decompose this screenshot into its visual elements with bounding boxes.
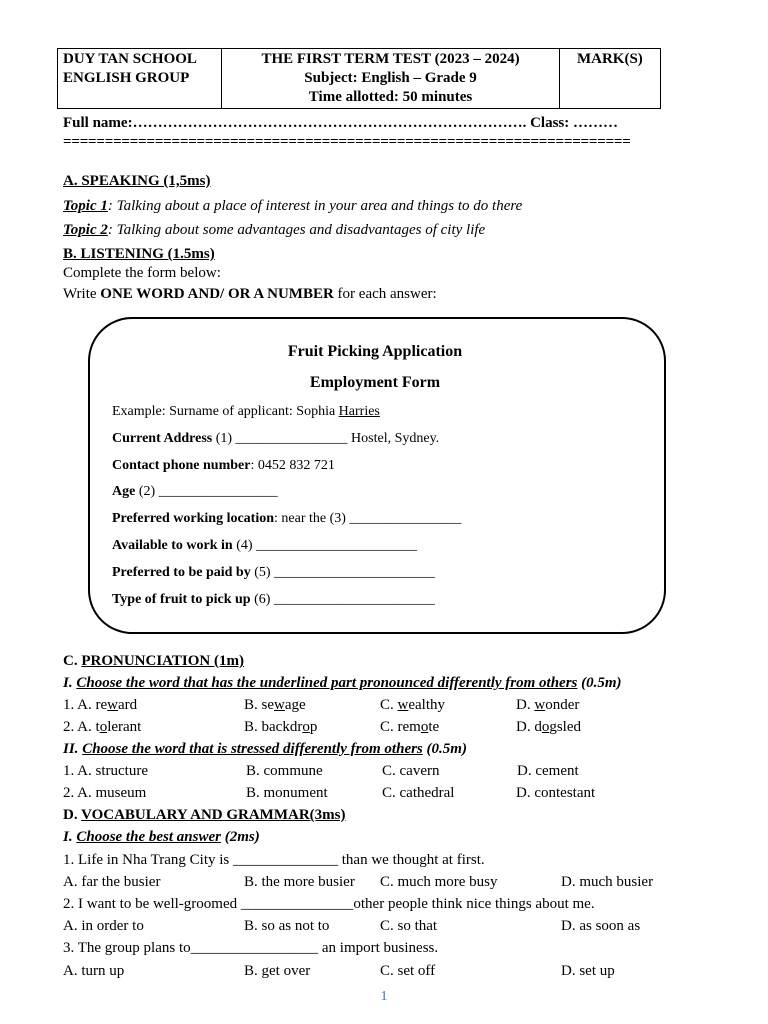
pron-q2-b: B. backdrop — [244, 719, 318, 735]
form-blank: (4) _______________________ — [232, 538, 418, 553]
heading-text: VOCABULARY AND GRAMMAR(3ms) — [81, 807, 346, 823]
listening-instruction-1: Complete the form below: — [63, 265, 221, 281]
option-d: D. cement — [517, 763, 579, 779]
pron-q1-d: D. wonder — [516, 697, 580, 713]
option-c: C. cavern — [382, 763, 440, 779]
instr-bold: ONE WORD AND/ OR A NUMBER — [100, 286, 334, 302]
vocab-q3-stem: 3. The group plans to_________________ an import business. — [63, 940, 439, 956]
part-number: II. — [63, 741, 83, 757]
part-number: I. — [63, 675, 77, 691]
school-name: DUY TAN SCHOOL — [63, 51, 197, 67]
part-instruction: Choose the best answer — [76, 829, 221, 845]
option-c: C. much more busy — [380, 874, 498, 890]
form-blank: : near the (3) ________________ — [274, 511, 462, 526]
form-blank: (5) _______________________ — [250, 565, 436, 580]
option-c: C. cathedral — [382, 785, 455, 801]
option-b: B. commune — [246, 763, 323, 779]
form-line-1 — [112, 431, 439, 447]
pronunciation-part-2 — [63, 741, 467, 758]
test-info-cell — [222, 49, 560, 109]
option-c: C. set off — [380, 963, 436, 979]
form-title-1: Fruit Picking Application — [287, 343, 463, 360]
form-blank: (2) _________________ — [135, 484, 278, 499]
heading-text: PRONUNCIATION (1m) — [81, 653, 244, 669]
option-d: D. much busier — [561, 874, 654, 890]
form-line-5 — [112, 538, 417, 554]
example-text: Example: Surname of applicant: Sophia — [112, 404, 339, 419]
form-line-2 — [112, 458, 335, 474]
part-mark: (0.5m) — [422, 741, 467, 757]
option-a: 1. A. structure — [63, 763, 148, 779]
vocab-part-1 — [63, 829, 260, 846]
form-label: Preferred working location — [112, 511, 275, 526]
example-answer: Harries — [338, 404, 380, 419]
pron-q1-a: 1. A. reward — [63, 697, 138, 713]
vocab-heading — [63, 807, 346, 824]
topic-1-text: : Talking about a place of interest in your area and things to do there — [107, 198, 523, 214]
form-value: : 0452 832 721 — [250, 458, 335, 473]
option-a: A. turn up — [63, 963, 125, 979]
test-title: THE FIRST TERM TEST (2023 – 2024) — [261, 51, 520, 67]
form-label: Age — [112, 484, 136, 499]
form-line-7 — [112, 592, 435, 608]
option-d: D. set up — [561, 963, 615, 979]
group-name: ENGLISH GROUP — [63, 70, 190, 86]
option-a: A. in order to — [63, 918, 144, 934]
pron-q2-d: D. dogsled — [516, 719, 582, 735]
option-d: D. as soon as — [561, 918, 641, 934]
option-a: A. far the busier — [63, 874, 161, 890]
pron-q1-c: C. wealthy — [380, 697, 446, 713]
page-number: 1 — [380, 989, 388, 1004]
form-blank: (6) _______________________ — [250, 592, 435, 607]
part-mark: (2ms) — [220, 829, 260, 845]
option-b: B. the more busier — [244, 874, 355, 890]
form-box — [88, 317, 666, 634]
part-mark: (0.5m) — [577, 675, 622, 691]
heading-prefix: D. — [63, 807, 82, 823]
topic-2 — [63, 222, 485, 239]
header-table — [57, 48, 661, 109]
topic-1-label: Topic 1 — [63, 198, 108, 214]
form-label: Contact phone number — [112, 458, 251, 473]
form-title-2: Employment Form — [309, 374, 441, 391]
option-a: 2. A. museum — [63, 785, 147, 801]
part-instruction: Choose the word that has the underlined part pronounced differently from others — [76, 675, 578, 691]
form-blank: (1) ________________ Hostel, Sydney. — [212, 431, 440, 446]
pron-q2-c: C. remote — [380, 719, 440, 735]
topic-1 — [63, 198, 522, 215]
form-label: Current Address — [112, 431, 213, 446]
option-c: C. so that — [380, 918, 438, 934]
separator-line: ==================================================================== — [63, 134, 631, 150]
instr-pre: Write — [63, 286, 101, 302]
pronunciation-part-1 — [63, 675, 622, 692]
listening-instruction-2 — [63, 286, 437, 303]
instr-post: for each answer: — [333, 286, 437, 302]
speaking-heading: A. SPEAKING (1,5ms) — [63, 173, 211, 189]
topic-2-label: Topic 2 — [63, 222, 108, 238]
pronunciation-heading — [63, 653, 244, 670]
form-example — [112, 404, 380, 420]
option-d: D. contestant — [516, 785, 596, 801]
part-number: I. — [63, 829, 77, 845]
pron-q1-b: B. sewage — [244, 697, 306, 713]
fullname-line: Full name:……………………………………………………………………. Class: ……… — [63, 115, 618, 131]
option-b: B. so as not to — [244, 918, 330, 934]
topic-2-text: : Talking about some advantages and disadvantages of city life — [107, 222, 486, 238]
school-cell — [58, 49, 222, 109]
option-b: B. get over — [244, 963, 311, 979]
test-time: Time allotted: 50 minutes — [308, 89, 473, 105]
test-subject: Subject: English – Grade 9 — [304, 70, 477, 86]
pron-q2-a: 2. A. tolerant — [63, 719, 142, 735]
vocab-q2-stem: 2. I want to be well-groomed _______________other people think nice things about me. — [63, 896, 595, 912]
form-label: Available to work in — [112, 538, 233, 553]
marks-cell — [559, 49, 660, 109]
part-instruction: Choose the word that is stressed differently from others — [82, 741, 423, 757]
form-label: Preferred to be paid by — [112, 565, 251, 580]
form-line-3 — [112, 484, 278, 500]
marks-label: MARK(S) — [576, 51, 643, 67]
form-label: Type of fruit to pick up — [112, 592, 251, 607]
form-line-4 — [112, 511, 461, 527]
option-b: B. monument — [246, 785, 328, 801]
heading-prefix: C. — [63, 653, 82, 669]
vocab-q1-stem: 1. Life in Nha Trang City is ______________ than we thought at first. — [63, 852, 485, 868]
listening-heading: B. LISTENING (1.5ms) — [63, 246, 215, 262]
form-line-6 — [112, 565, 435, 581]
